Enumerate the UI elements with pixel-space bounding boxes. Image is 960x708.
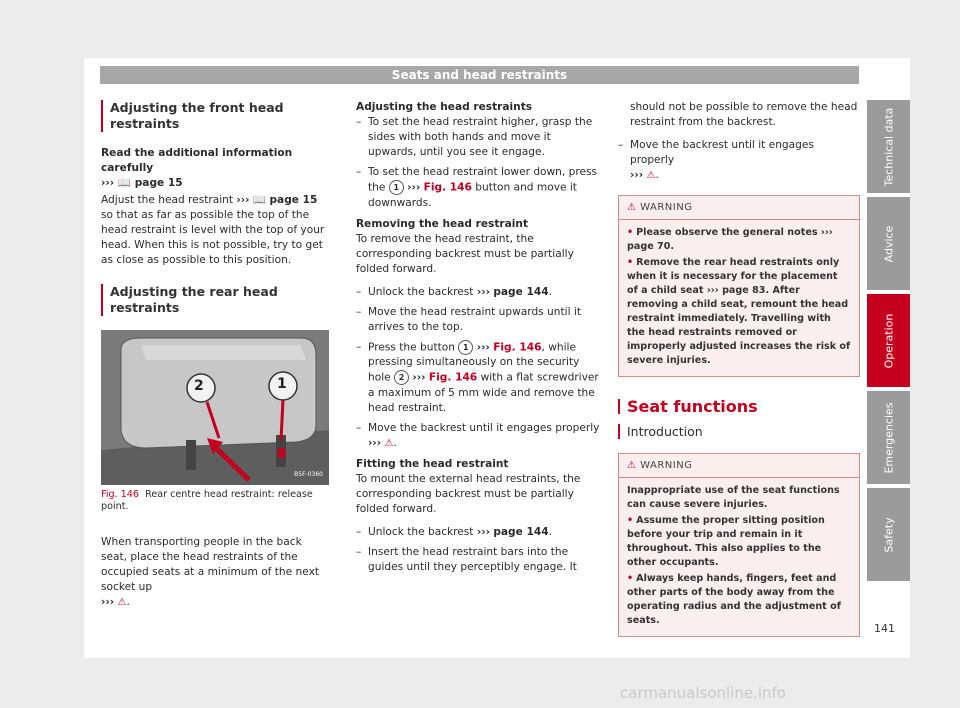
figure-link[interactable]: Fig. 146: [428, 371, 478, 384]
continued-text: should not be possible to remove the head restraint from the backrest.: [630, 101, 858, 128]
watermark: carmanualsonline.info: [620, 684, 786, 702]
bullet-icon: •: [627, 227, 634, 238]
book-icon: 📖: [252, 194, 267, 206]
list-item: – Move the head restraint upwards until it arrives to the top.: [356, 305, 600, 335]
list-item: – Insert the head restraint bars into the guides until they perceptibly engage. It: [356, 545, 600, 575]
bullet-icon: •: [627, 515, 634, 526]
figure-caption: Fig. 146 Rear centre head restraint: release point.: [101, 489, 313, 512]
adjust-paragraph: Adjust the head restraint ››› 📖 page 15 so that as far as possible the top of the head restraint is level with the top of your head. When this is not possible, try to get as close as possible to this position.: [101, 194, 325, 266]
bullet-icon: •: [627, 573, 634, 584]
remove-heading: Removing the head restraint: [356, 217, 529, 230]
column-2: [356, 100, 600, 580]
transport-paragraph: When transporting people in the back seat, place the head restraints of the occupied seats at a minimum of the next socket up ››› ⚠.: [101, 536, 320, 608]
column-1: [101, 100, 329, 618]
list-item: – Move the backrest until it engages properly ››› ⚠.: [618, 138, 860, 183]
list-item: – Unlock the backrest ››› page 144.: [356, 525, 600, 540]
warning-triangle-icon: ⚠: [627, 460, 637, 471]
warning-triangle-icon: ⚠: [117, 597, 127, 608]
page-link[interactable]: page 15: [269, 194, 318, 206]
callout-2: 2: [394, 370, 409, 385]
warning-body: [619, 478, 859, 636]
tab-technical-data[interactable]: Technical data: [867, 100, 910, 193]
page-link[interactable]: page 70: [627, 241, 671, 252]
page-link[interactable]: page 144: [493, 525, 549, 538]
chapter-tabs: [867, 100, 910, 585]
list-item: – Unlock the backrest ››› page 144.: [356, 285, 600, 300]
remove-paragraph: To remove the head restraint, the corresponding backrest must be partially folded forward.: [356, 232, 574, 275]
list-item: – Move the backrest until it engages properly ››› ⚠.: [356, 421, 600, 451]
page-header: Seats and head restraints: [100, 66, 859, 84]
tab-advice[interactable]: Advice: [867, 197, 910, 290]
callout-1: 1: [458, 340, 473, 355]
read-info: Read the additional information carefully ››› 📖 page 15: [101, 147, 293, 189]
adjust-heading: Adjusting the head restraints: [356, 101, 533, 113]
warning-item: • Please observe the general notes ››› page 70.: [627, 227, 833, 252]
warning-item: • Assume the proper sitting position before your trip and remain in it throughout. This also applies to the other occupants.: [627, 515, 825, 568]
warning-box-2: [618, 453, 860, 637]
figure-label-2: 2: [194, 378, 204, 394]
tab-safety[interactable]: Safety: [867, 488, 910, 581]
book-icon: 📖: [117, 177, 132, 189]
warning-triangle-icon: ⚠: [384, 437, 394, 449]
list-item: – To set the head restraint lower down, press the 1 ››› Fig. 146 button and move it downwards.: [356, 165, 600, 211]
fit-paragraph: To mount the external head restraints, the corresponding backrest must be partially folded forward.: [356, 472, 581, 515]
callout-1: 1: [389, 180, 404, 195]
warning-box-1: [618, 195, 860, 377]
list-item: – To set the head restraint higher, grasp the sides with both hands and move it upwards, until you see it engage.: [356, 115, 600, 160]
tab-operation[interactable]: Operation: [867, 294, 910, 387]
tab-emergencies[interactable]: Emergencies: [867, 391, 910, 484]
figure-code: B5F-0360: [294, 471, 323, 478]
warning-body: [619, 220, 859, 376]
page-link[interactable]: page 15: [134, 177, 183, 189]
figure-link[interactable]: Fig. 146: [493, 341, 542, 353]
page-link[interactable]: page 83: [722, 285, 766, 296]
column-3: [618, 100, 860, 651]
rear-restraints-title: Adjusting the rear head restraints: [101, 284, 329, 316]
warning-triangle-icon: ⚠: [646, 170, 656, 181]
figure-ref[interactable]: Fig. 146: [101, 489, 139, 500]
seat-functions-title: Seat functions: [618, 399, 860, 414]
figure-label-1: 1: [277, 376, 287, 392]
introduction-title: Introduction: [618, 424, 860, 439]
page-number: 141: [874, 622, 895, 635]
figure-146: [101, 330, 329, 485]
warning-header: ⚠ WARNING: [619, 196, 859, 220]
bullet-icon: •: [627, 257, 634, 268]
warning-item: • Remove the rear head restraints only when it is necessary for the placement of a child seat ››› page 83. After removing a child seat, remount the head restraint immediately. Travelling with the head restraints removed or improperly adjusted increases the risk of severe injuries.: [627, 257, 851, 366]
warning-triangle-icon: ⚠: [627, 202, 637, 213]
figure-link[interactable]: Fig. 146: [423, 181, 472, 194]
warning-lead: Inappropriate use of the seat functions can cause severe injuries.: [627, 485, 840, 510]
warning-item: • Always keep hands, fingers, feet and other parts of the body away from the operating radius and the adjustment of seats.: [627, 573, 841, 626]
head-restraint-illustration: [101, 330, 329, 485]
warning-header: ⚠ WARNING: [619, 454, 859, 478]
list-item: – Press the button 1 ››› Fig. 146, while pressing simultaneously on the security hole 2 ››› Fig. 146 with a flat screwdriver a maximum of 5 mm wide and remove the head restraint.: [356, 340, 600, 416]
front-restraints-title: Adjusting the front head restraints: [101, 100, 329, 132]
page-link[interactable]: page 144: [493, 285, 549, 298]
fit-heading: Fitting the head restraint: [356, 457, 509, 470]
